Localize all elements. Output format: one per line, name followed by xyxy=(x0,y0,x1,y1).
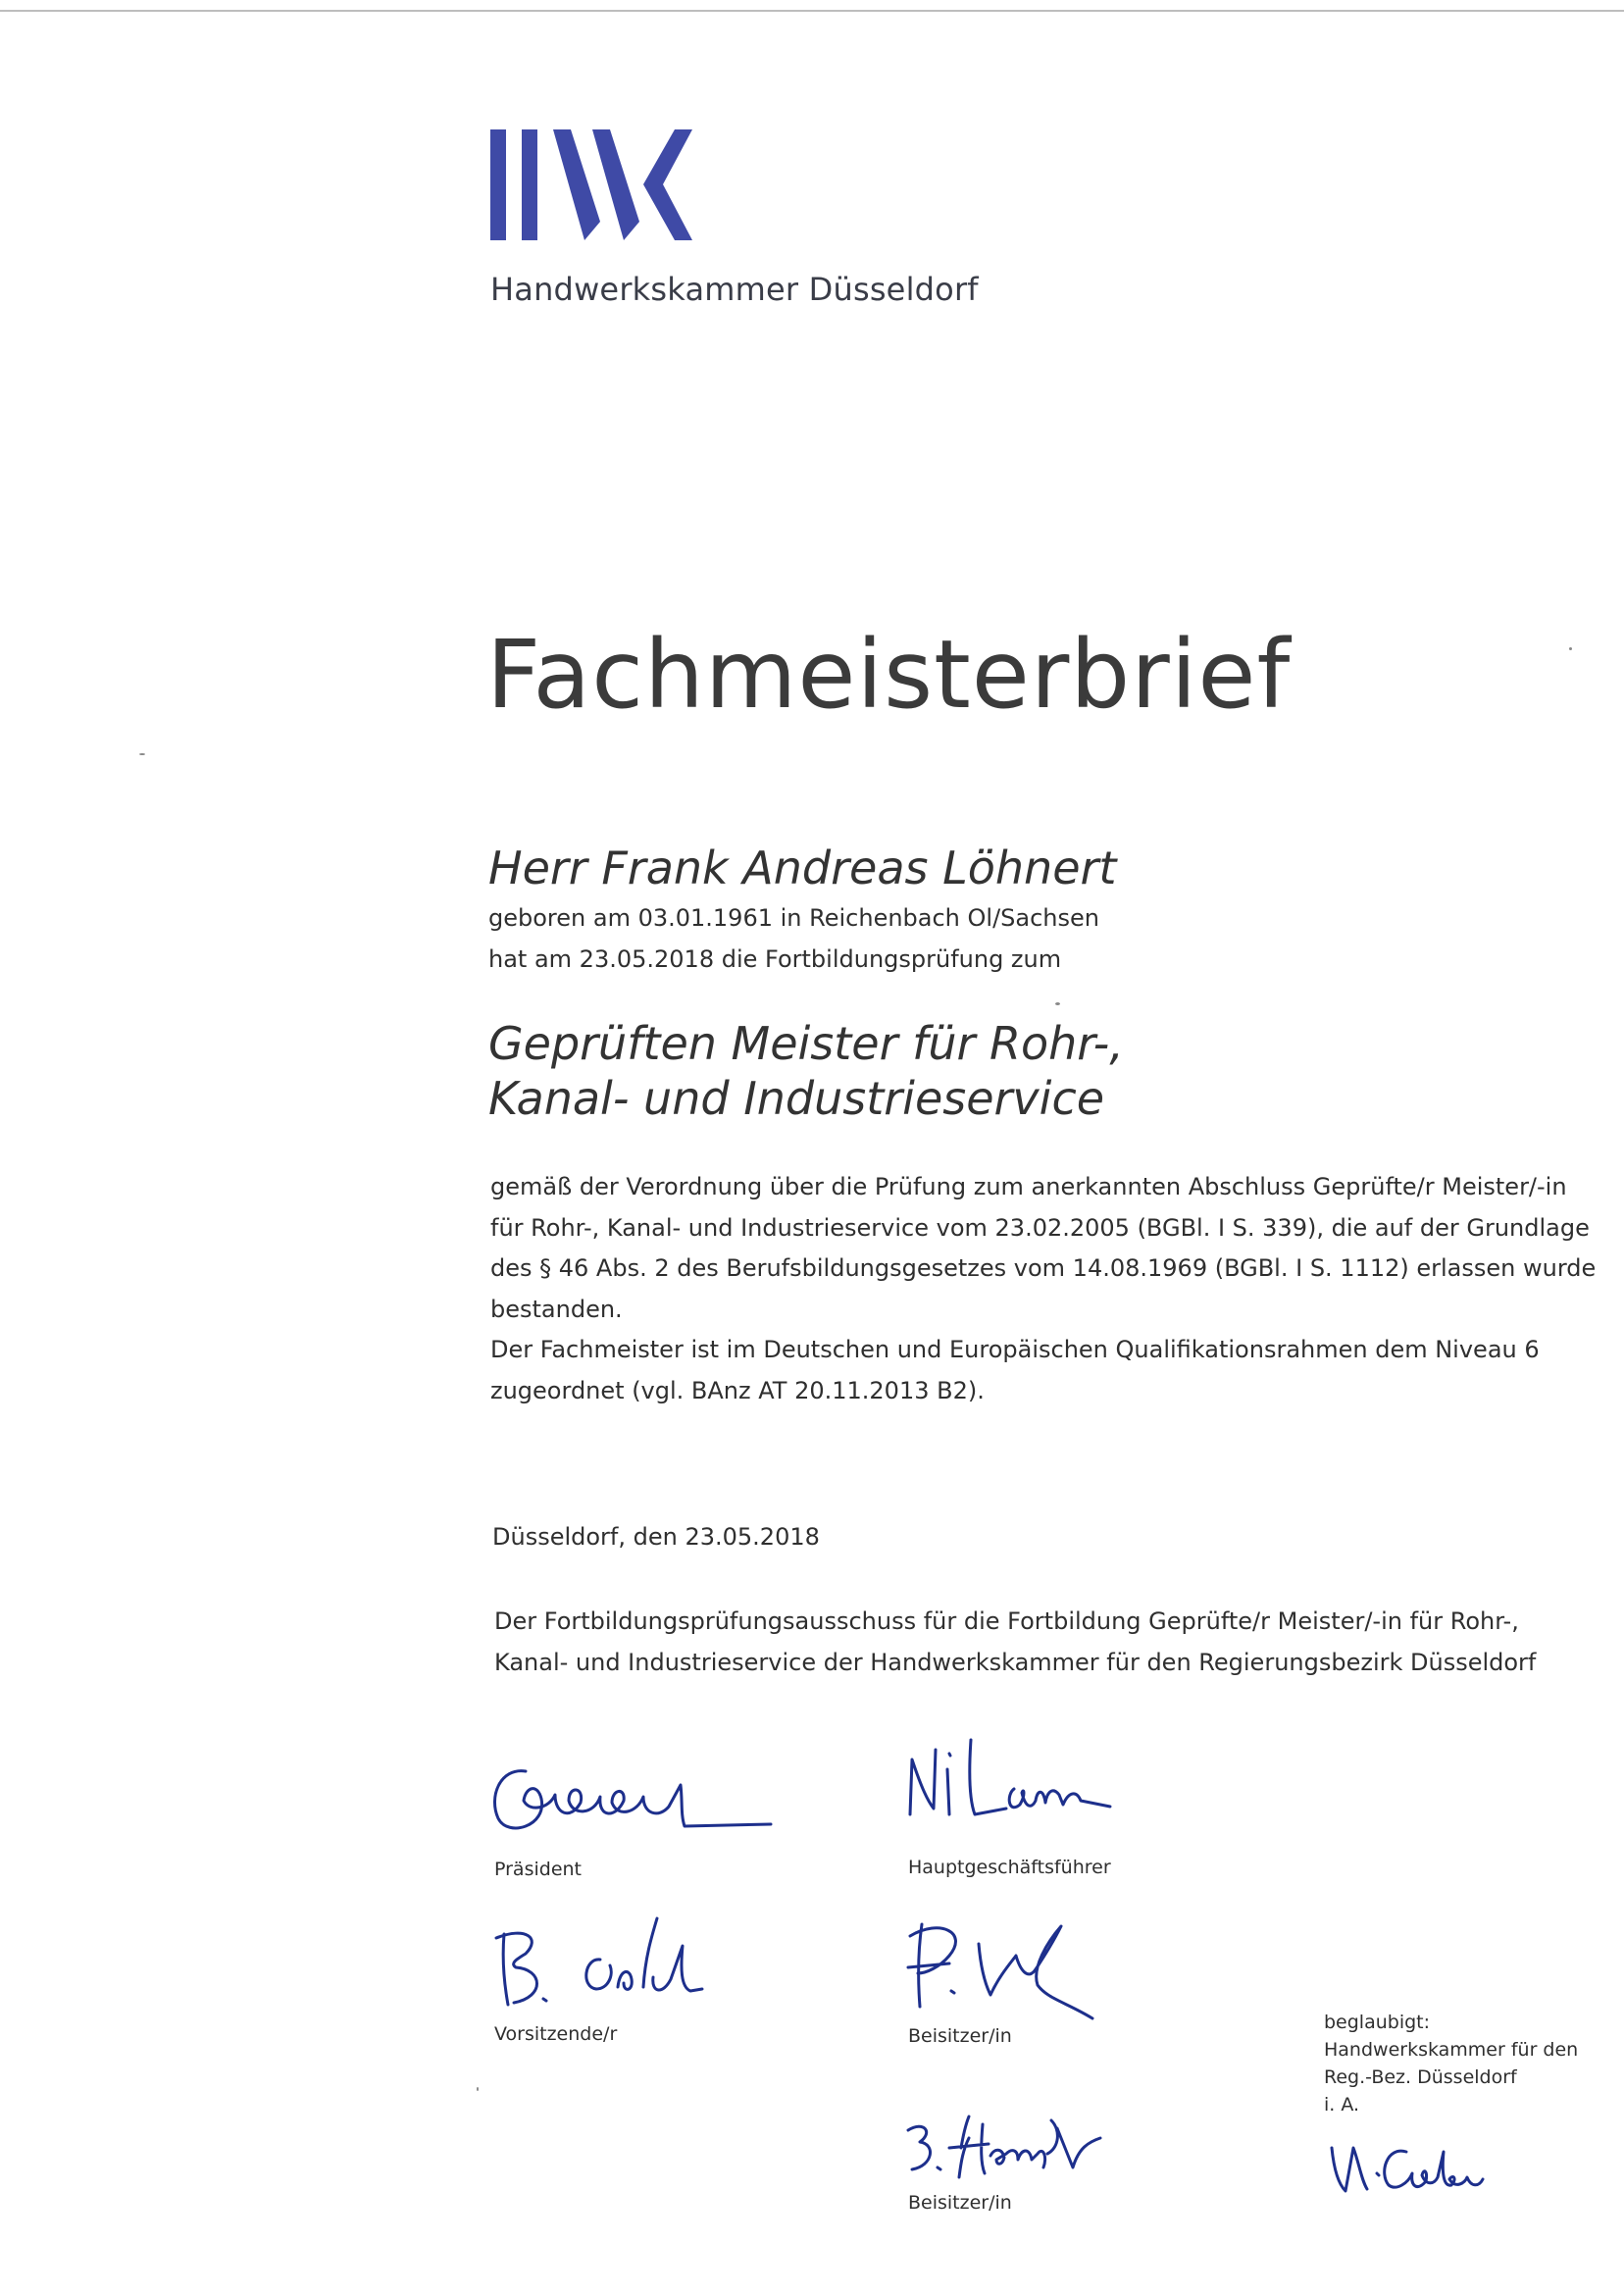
assessor1-signature xyxy=(900,1912,1155,2030)
managing-director-signature xyxy=(910,1740,1110,1814)
scan-speck xyxy=(1055,1002,1060,1005)
regulation-text xyxy=(490,1167,1597,1411)
body-line: zugeordnet (vgl. BAnz AT 20.11.2013 B2). xyxy=(490,1376,985,1404)
body-line: für Rohr-, Kanal- und Industrieservice vom 23.02.2005 (BGBl. I S. 339), die auf der Grundlage xyxy=(490,1213,1590,1242)
certification-signature xyxy=(1324,2134,1500,2203)
certification-block xyxy=(1324,2009,1578,2118)
degree-title xyxy=(488,1016,1124,1126)
scan-speck xyxy=(139,753,145,755)
body-line: des § 46 Abs. 2 des Berufsbildungsgesetzes vom 14.08.1969 (BGBl. I S. 1112) erlassen wurde xyxy=(490,1254,1597,1282)
assessor1-label: Beisitzer/in xyxy=(908,2025,1012,2047)
certification-line: Handwerkskammer für den xyxy=(1324,2039,1579,2061)
scan-speck xyxy=(1569,647,1572,650)
committee-text xyxy=(494,1601,1536,1683)
degree-line-2: Kanal- und Industrieservice xyxy=(488,1072,1105,1125)
body-line: Der Fachmeister ist im Deutschen und Europäischen Qualifikationsrahmen dem Niveau 6 xyxy=(490,1336,1540,1363)
body-line: gemäß der Verordnung über die Prüfung zum anerkannten Abschluss Geprüfte/r Meister/-in xyxy=(490,1173,1567,1200)
degree-line-1: Geprüften Meister für Rohr-, xyxy=(488,1017,1124,1070)
committee-line: Der Fortbildungsprüfungsausschuss für die Fortbildung Geprüfte/r Meister/-in für Rohr-, xyxy=(494,1607,1519,1635)
certification-line: i. A. xyxy=(1324,2094,1360,2116)
chair-signature xyxy=(486,1909,741,2016)
chair-label: Vorsitzende/r xyxy=(494,2023,618,2045)
scan-border-line xyxy=(0,10,1624,12)
exam-info: hat am 23.05.2018 die Fortbildungsprüfung zum xyxy=(488,945,1062,973)
hwk-logo xyxy=(490,127,745,245)
body-line: bestanden. xyxy=(490,1295,623,1323)
certification-line: Reg.-Bez. Düsseldorf xyxy=(1324,2066,1517,2088)
president-signature xyxy=(486,1750,781,1838)
assessor2-label: Beisitzer/in xyxy=(908,2192,1012,2214)
birth-info: geboren am 03.01.1961 in Reichenbach Ol/Sachsen xyxy=(488,904,1099,932)
managing-director-label: Hauptgeschäftsführer xyxy=(908,1857,1111,1878)
committee-line: Kanal- und Industrieservice der Handwerkskammer für den Regierungsbezirk Düsseldorf xyxy=(494,1649,1537,1676)
recipient-name: Herr Frank Andreas Löhnert xyxy=(488,841,1117,894)
president-label: Präsident xyxy=(494,1859,582,1880)
place-date: Düsseldorf, den 23.05.2018 xyxy=(492,1523,820,1551)
scan-speck xyxy=(477,2087,479,2091)
assessor2-signature xyxy=(900,2109,1136,2187)
document-title: Fachmeisterbrief xyxy=(486,620,1292,730)
certification-line: beglaubigt: xyxy=(1324,2012,1431,2033)
organization-name: Handwerkskammer Düsseldorf xyxy=(490,271,979,308)
